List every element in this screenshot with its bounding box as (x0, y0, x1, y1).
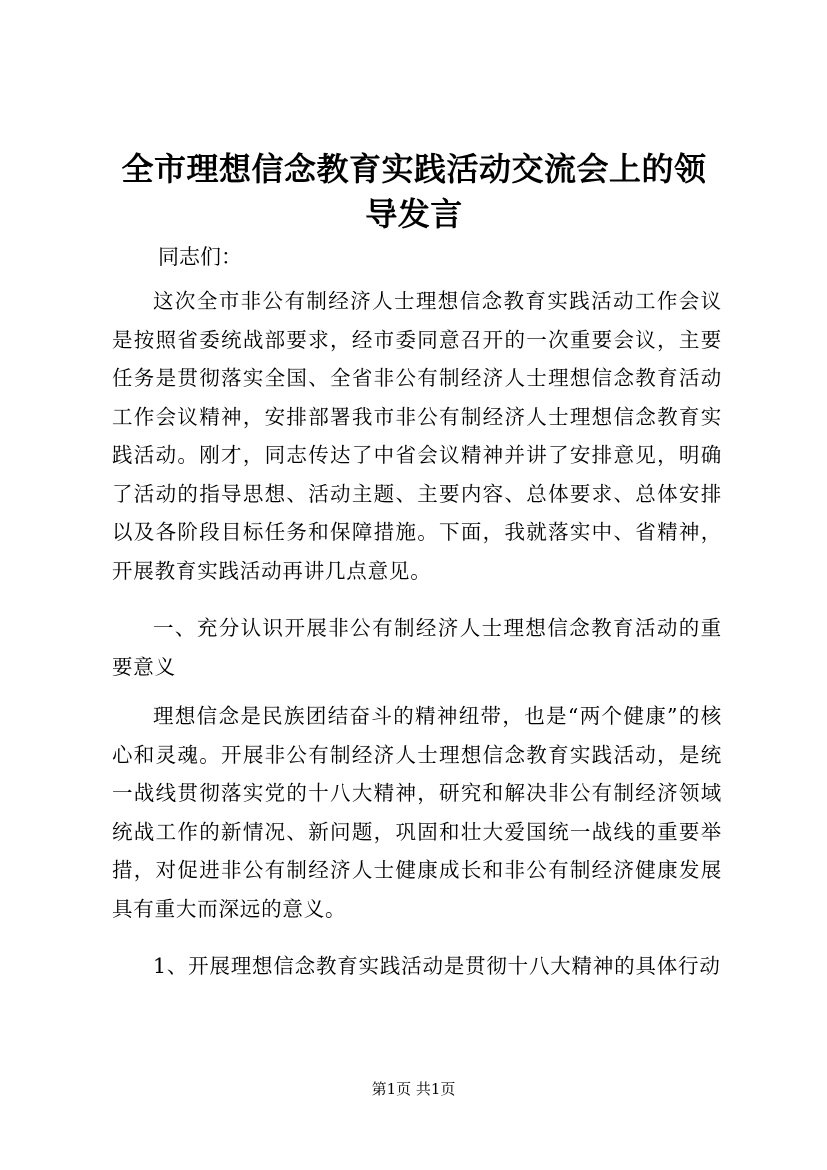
subsection-heading-1: 1、开展理想信念教育实践活动是贯彻十八大精神的具体行动 (153, 954, 721, 978)
paragraph-significance: 理想信念是民族团结奋斗的精神纽带，也是“两个健康”的核心和灵魂。开展非公有制经济人士理想信念教育实践活动，是统一战线贯彻落实党的十八大精神，研究和解决非公有制经济领域统战工作的新情况、新问题，巩固和壮大爱国统一战线的重要举措，对促进非公有制经济人士健康成长和非公有制经济健康发展具有重大而深远的意义。 (112, 704, 722, 921)
paragraph-intro: 这次全市非公有制经济人士理想信念教育实践活动工作会议是按照省委统战部要求，经市委同意召开的一次重要会议，主要任务是贯彻落实全国、全省非公有制经济人士理想信念教育活动工作会议精神，安排部署我市非公有制经济人士理想信念教育实践活动。刚才，同志传达了中省会议精神并讲了安排意见，明确了活动的指导思想、活动主题、主要内容、总体要求、总体安排以及各阶段目标任务和保障措施。下面，我就落实中、省精神，开展教育实践活动再讲几点意见。 (112, 289, 722, 583)
section-heading-1: 一、充分认识开展非公有制经济人士理想信念教育活动的重要意义 (112, 616, 722, 679)
salutation: 同志们： (158, 245, 242, 269)
document-title: 全市理想信念教育实践活动交流会上的领导发言 (121, 150, 707, 233)
page-footer: 第1页 共1页 (371, 1080, 456, 1098)
